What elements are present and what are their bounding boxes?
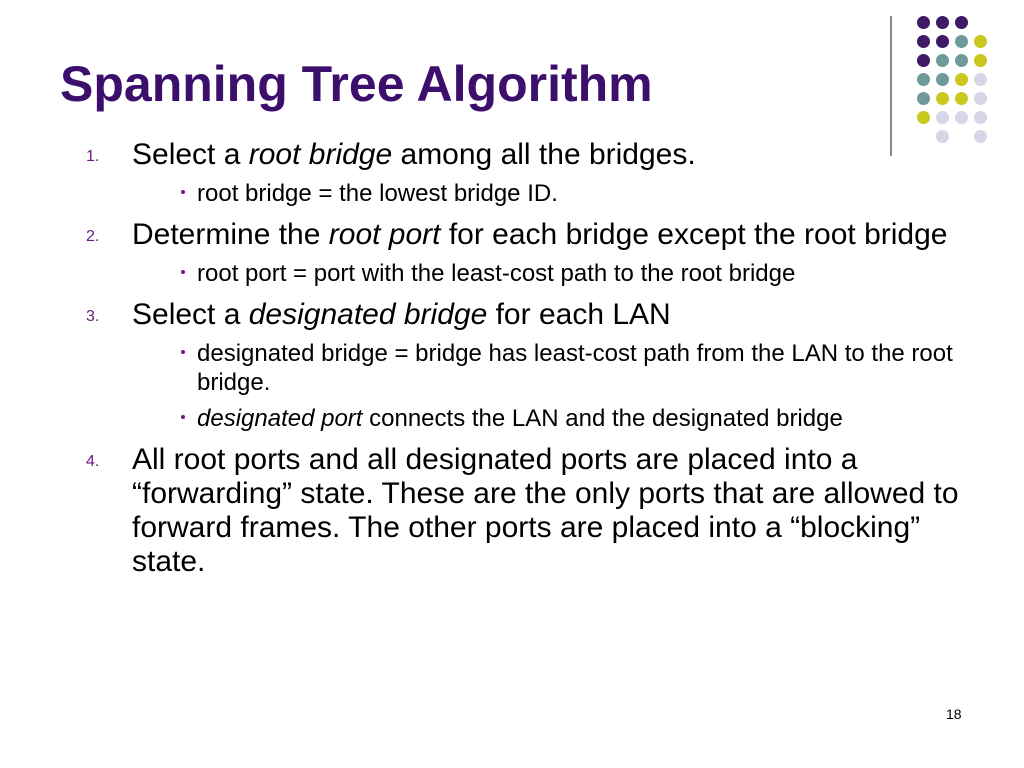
page-number: 18 [946, 706, 962, 722]
decorative-dot [955, 111, 968, 124]
decorative-dot [955, 35, 968, 48]
list-item [86, 443, 986, 579]
decorative-dot [917, 16, 930, 29]
decorative-dot [936, 92, 949, 105]
bullet-icon [181, 350, 185, 354]
item-number: 1. [86, 148, 100, 165]
sub-list-item [132, 179, 986, 208]
sub-item-text [197, 404, 986, 433]
decorative-dot [955, 54, 968, 67]
decorative-dot [936, 54, 949, 67]
decorative-dot [955, 73, 968, 86]
decorative-dot [955, 92, 968, 105]
decorative-dot [974, 73, 987, 86]
text-segment: Select a [132, 298, 249, 331]
decorative-dot [936, 73, 949, 86]
bullet-icon [181, 415, 185, 419]
text-segment: root port = port with the least-cost path to the root bridge [197, 260, 796, 287]
text-segment: root bridge = the lowest bridge ID. [197, 180, 558, 207]
body-list [86, 138, 986, 579]
decorative-dot [974, 92, 987, 105]
sub-list-item [132, 404, 986, 433]
text-segment: among all the bridges. [392, 138, 696, 171]
decorative-dot [936, 111, 949, 124]
item-text [132, 138, 986, 172]
text-segment: Determine the [132, 218, 329, 251]
slide-title: Spanning Tree Algorithm [60, 56, 653, 112]
list-item [86, 138, 986, 208]
decorative-dot [917, 73, 930, 86]
decorative-dot [917, 54, 930, 67]
item-text [132, 218, 986, 252]
decorative-dot [936, 16, 949, 29]
item-spacer [86, 208, 986, 218]
text-segment: connects the LAN and the designated bridge [362, 405, 843, 432]
text-segment: designated bridge = bridge has least-cost path from the LAN to the root bridge. [197, 340, 953, 396]
item-number: 4. [86, 453, 100, 470]
decorative-dot [974, 111, 987, 124]
sub-list-item [132, 259, 986, 288]
emphasis-term: designated bridge [248, 298, 488, 331]
bullet-icon [181, 190, 185, 194]
sub-list-item [132, 339, 986, 397]
title-divider [890, 16, 892, 156]
decorative-dot [917, 35, 930, 48]
bullet-icon [181, 270, 185, 274]
item-spacer [86, 433, 986, 443]
sub-item-text [197, 259, 986, 288]
text-segment: Select a [132, 138, 249, 171]
decorative-dot [974, 54, 987, 67]
list-item [86, 218, 986, 288]
list-item [86, 298, 986, 433]
item-number: 3. [86, 308, 100, 325]
decorative-dot [917, 111, 930, 124]
text-segment: for each LAN [487, 298, 671, 331]
emphasis-term: root bridge [248, 138, 393, 171]
item-spacer [86, 288, 986, 298]
item-text [132, 443, 986, 579]
decorative-dot [917, 92, 930, 105]
emphasis-term: designated port [197, 405, 363, 432]
sub-item-text [197, 179, 986, 208]
item-number: 2. [86, 228, 100, 245]
text-segment: for each bridge except the root bridge [440, 218, 948, 251]
decorative-dot [936, 35, 949, 48]
decorative-dot [955, 16, 968, 29]
decorative-dot [974, 35, 987, 48]
item-text [132, 298, 986, 332]
sub-item-text [197, 339, 986, 397]
text-segment: All root ports and all designated ports are placed into a “forwarding” state. These are the only ports that are allowed to forward frames. The other ports are placed into a “blocking” state. [132, 443, 959, 578]
emphasis-term: root port [328, 218, 441, 251]
